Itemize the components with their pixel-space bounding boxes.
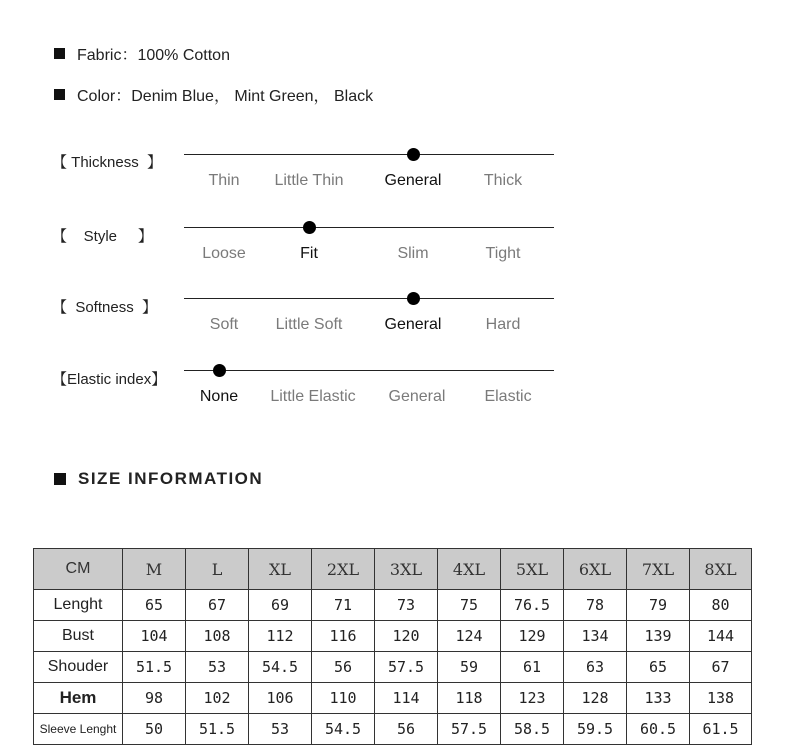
table-cell: 110 <box>312 683 375 714</box>
unit-header: CM <box>34 549 123 590</box>
row-label: Lenght <box>34 590 123 621</box>
size-header: 7XL <box>627 549 690 590</box>
table-cell: 50 <box>123 714 186 745</box>
thickness-option: Thick <box>483 172 523 189</box>
table-cell: 106 <box>249 683 312 714</box>
row-label: Shouder <box>34 652 123 683</box>
softness-option: Little Soft <box>275 316 343 333</box>
thickness-selected-dot-icon <box>407 148 420 161</box>
size-header: 2XL <box>312 549 375 590</box>
table-cell: 129 <box>501 621 564 652</box>
table-cell: 65 <box>627 652 690 683</box>
table-cell: 60.5 <box>627 714 690 745</box>
table-cell: 51.5 <box>123 652 186 683</box>
table-cell: 58.5 <box>501 714 564 745</box>
table-cell: 71 <box>312 590 375 621</box>
table-row <box>34 590 752 621</box>
elastic-index-option: General <box>388 388 446 405</box>
table-row <box>34 652 752 683</box>
size-header: 3XL <box>375 549 438 590</box>
table-cell: 56 <box>375 714 438 745</box>
size-header: 6XL <box>564 549 627 590</box>
softness-option: Soft <box>209 316 239 333</box>
table-cell: 51.5 <box>186 714 249 745</box>
size-title-text: SIZE INFORMATION <box>78 469 264 488</box>
table-cell: 114 <box>375 683 438 714</box>
table-cell: 102 <box>186 683 249 714</box>
table-cell: 98 <box>123 683 186 714</box>
size-header: XL <box>249 549 312 590</box>
table-row <box>34 714 752 745</box>
size-header: M <box>123 549 186 590</box>
style-label: 【 Style 】 <box>52 228 153 245</box>
elastic-index-selected-dot-icon <box>213 364 226 377</box>
softness-option: Hard <box>485 316 521 333</box>
color-text: Color：Denim Blue， Mint Green， Black <box>77 88 374 105</box>
table-cell: 78 <box>564 590 627 621</box>
table-cell: 67 <box>186 590 249 621</box>
size-table-header-row <box>34 549 752 590</box>
table-cell: 124 <box>438 621 501 652</box>
thickness-option: Thin <box>208 172 240 189</box>
row-label: Hem <box>34 683 123 714</box>
table-cell: 116 <box>312 621 375 652</box>
softness-scale-line <box>184 298 554 299</box>
size-header: 5XL <box>501 549 564 590</box>
table-cell: 104 <box>123 621 186 652</box>
table-cell: 53 <box>186 652 249 683</box>
table-cell: 108 <box>186 621 249 652</box>
table-row <box>34 621 752 652</box>
size-header: L <box>186 549 249 590</box>
table-cell: 144 <box>690 621 752 652</box>
style-selected-dot-icon <box>303 221 316 234</box>
row-label: Sleeve Lenght <box>34 714 123 745</box>
table-cell: 134 <box>564 621 627 652</box>
square-bullet-icon <box>54 473 66 485</box>
table-cell: 75 <box>438 590 501 621</box>
square-bullet-icon <box>54 89 65 100</box>
table-cell: 76.5 <box>501 590 564 621</box>
table-cell: 57.5 <box>438 714 501 745</box>
table-cell: 133 <box>627 683 690 714</box>
thickness-option: General <box>384 172 442 189</box>
size-table <box>33 548 752 745</box>
elastic-index-option: Little Elastic <box>270 388 356 405</box>
table-cell: 53 <box>249 714 312 745</box>
elastic-index-option: Elastic <box>484 388 532 405</box>
thickness-label: 【 Thickness 】 <box>52 154 163 171</box>
table-cell: 54.5 <box>312 714 375 745</box>
table-cell: 61 <box>501 652 564 683</box>
table-cell: 80 <box>690 590 752 621</box>
style-scale-line <box>184 227 554 228</box>
size-information-heading <box>54 469 263 489</box>
size-header: 4XL <box>438 549 501 590</box>
table-cell: 118 <box>438 683 501 714</box>
style-option: Tight <box>485 245 521 262</box>
row-label: Bust <box>34 621 123 652</box>
style-option: Fit <box>300 245 318 262</box>
table-cell: 138 <box>690 683 752 714</box>
elastic-index-scale-line <box>184 370 554 371</box>
softness-selected-dot-icon <box>407 292 420 305</box>
table-cell: 112 <box>249 621 312 652</box>
table-cell: 139 <box>627 621 690 652</box>
table-cell: 69 <box>249 590 312 621</box>
fabric-text: Fabric：100% Cotton <box>77 47 230 64</box>
thickness-scale-line <box>184 154 554 155</box>
table-cell: 61.5 <box>690 714 752 745</box>
softness-option: General <box>384 316 442 333</box>
color-line <box>54 83 373 106</box>
table-cell: 67 <box>690 652 752 683</box>
square-bullet-icon <box>54 48 65 59</box>
table-cell: 54.5 <box>249 652 312 683</box>
fabric-line <box>54 42 230 65</box>
table-cell: 123 <box>501 683 564 714</box>
table-cell: 63 <box>564 652 627 683</box>
table-row <box>34 683 752 714</box>
table-cell: 128 <box>564 683 627 714</box>
elastic-index-label: 【Elastic index】 <box>52 371 167 388</box>
softness-label: 【 Softness 】 <box>52 299 158 316</box>
table-cell: 120 <box>375 621 438 652</box>
size-header: 8XL <box>690 549 752 590</box>
table-cell: 73 <box>375 590 438 621</box>
table-cell: 57.5 <box>375 652 438 683</box>
table-cell: 65 <box>123 590 186 621</box>
thickness-option: Little Thin <box>274 172 344 189</box>
elastic-index-option: None <box>199 388 239 405</box>
style-option: Loose <box>202 245 246 262</box>
table-cell: 59 <box>438 652 501 683</box>
table-cell: 79 <box>627 590 690 621</box>
style-option: Slim <box>397 245 429 262</box>
table-cell: 56 <box>312 652 375 683</box>
table-cell: 59.5 <box>564 714 627 745</box>
